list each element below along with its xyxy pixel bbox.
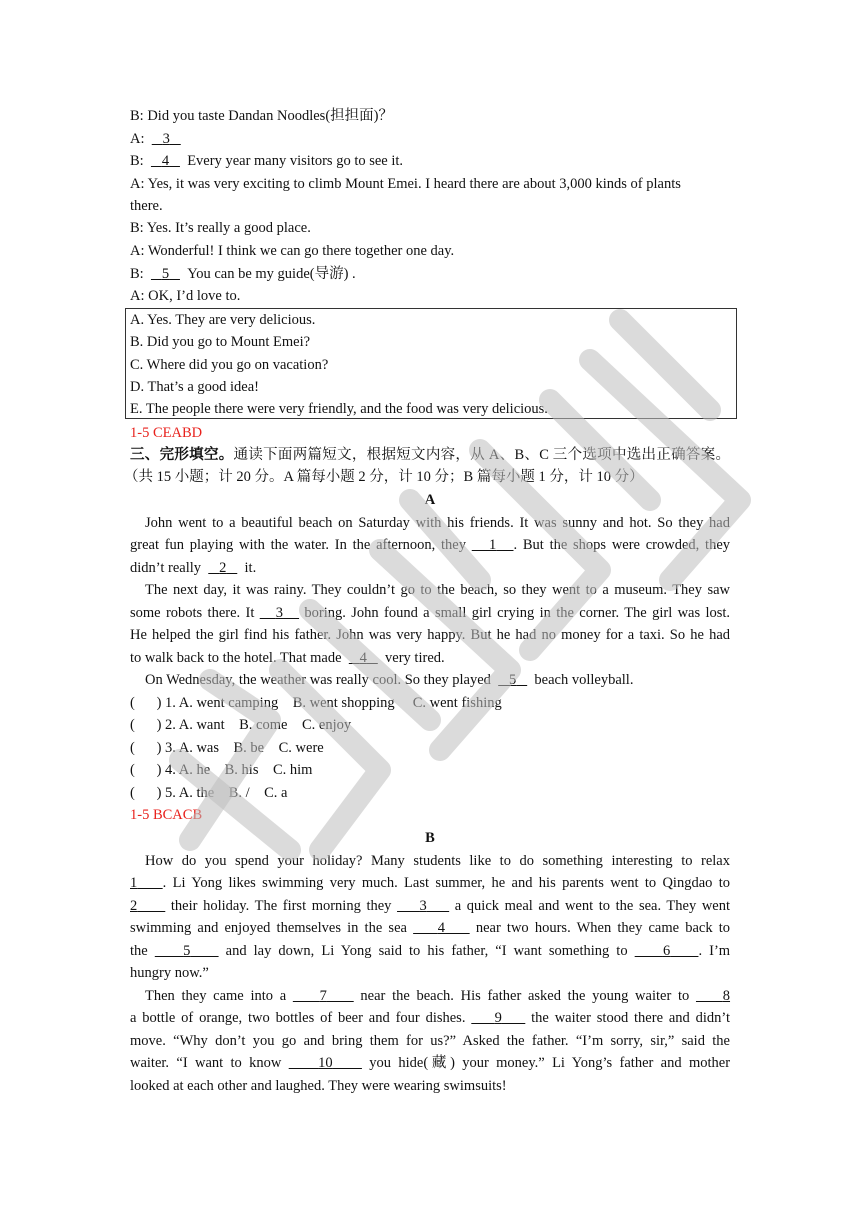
option-b: B. Did you go to Mount Emei?	[130, 334, 311, 350]
passage-line: move. “Why don’t you go and bring them for us?” Asked the father. “I’m sorry, sir,” said the	[130, 1033, 730, 1049]
question-2: ( ) 2. A. want B. come C. enjoy	[130, 717, 352, 733]
dialogue-line: B: 4 Every year many visitors go to see it.	[130, 153, 404, 169]
passage-line: How do you spend your holiday? Many students like to do something interesting to relax	[145, 853, 730, 869]
passage-line: to walk back to the hotel. That made 4 very tired.	[130, 650, 445, 666]
passage-line: the 5 and lay down, Li Yong said to his father, “I want something to 6 . I’m	[130, 943, 731, 959]
blank: 3	[419, 898, 427, 914]
blank: 3	[275, 605, 284, 621]
passage-line: great fun playing with the water. In the afternoon, they 1 . But the shops were crowded, they	[130, 537, 730, 553]
dialogue-line: B: Did you taste Dandan Noodles(担担面)？	[130, 108, 393, 124]
question-1: ( ) 1. A. went camping B. went shopping C. went fishing	[130, 695, 502, 711]
passage-line: some robots there. It 3 boring. John found a small girl crying in the corner. The girl was lost.	[130, 605, 731, 621]
dialogue-line: A: OK, I’d love to.	[130, 288, 241, 304]
passage-b-title: B	[425, 830, 435, 846]
question-3: ( ) 3. A. was B. be C. were	[130, 740, 324, 756]
passage-line: hungry now.”	[130, 965, 209, 981]
dialogue-line: B: 5 You can be my guide(导游) .	[130, 266, 356, 282]
blank: 4	[161, 153, 170, 169]
question-4: ( ) 4. A. he B. his C. him	[130, 762, 313, 778]
blank: 6	[662, 943, 671, 959]
blank: 4	[359, 650, 367, 666]
dialogue-line: there.	[130, 198, 163, 214]
passage-line: swimming and enjoyed themselves in the sea 4 near two hours. When they came back to	[130, 920, 731, 936]
blank: 5	[161, 266, 170, 282]
section-heading: 三、完形填空。通读下面两篇短文，根据短文内容，从 A、B、C 三个选项中选出正确答案。	[130, 447, 731, 463]
passage-line: 2 their holiday. The first morning they 3 a quick meal and went to the sea. They went	[130, 898, 731, 914]
passage-line: Then they came into a 7 near the beach. His father asked the young waiter to 8	[145, 988, 731, 1004]
blank: 8	[722, 988, 731, 1004]
blank: 9	[494, 1010, 502, 1026]
blank: 5	[509, 672, 517, 688]
option-d: D. That’s a good idea!	[130, 379, 259, 395]
passage-line: On Wednesday, the weather was really cool. So they played 5 beach volleyball.	[145, 672, 634, 688]
passage-line: He helped the girl find his father. John was very happy. But he had no money for a taxi. So he had	[130, 627, 730, 643]
answer-key: 1-5 CEABD	[130, 425, 203, 441]
passage-line: The next day, it was rainy. They couldn’t go to the beach, so they went to a museum. They saw	[145, 582, 730, 598]
passage-line: 1 . Li Yong likes swimming very much. Last summer, he and his parents went to Qingdao to	[130, 875, 731, 891]
blank: 2	[219, 560, 227, 576]
blank: 2	[130, 898, 138, 914]
dialogue-line: A: 3	[130, 129, 181, 149]
dialogue-line: B: Yes. It’s really a good place.	[130, 220, 311, 236]
option-e: E. The people there were very friendly, and the food was very delicious.	[130, 401, 548, 417]
passage-a-title: A	[424, 492, 436, 508]
question-5: ( ) 5. A. the B. / C. a	[130, 785, 288, 801]
blank: 3	[162, 131, 170, 147]
passage-line: looked at each other and laughed. They were wearing swimsuits!	[130, 1078, 507, 1094]
blank: 7	[319, 988, 327, 1004]
passage-line: a bottle of orange, two bottles of beer and four dishes. 9 the waiter stood there and didn’t	[130, 1010, 731, 1026]
blank: 5	[183, 943, 191, 959]
blank: 1	[130, 875, 138, 891]
passage-line: didn’t really 2 it.	[130, 560, 257, 576]
section-instruction: （共 15 小题；计 20 分。A 篇每小题 2 分，计 10 分；B 篇每小题 1 分，计 10 分）	[124, 469, 644, 485]
option-c: C. Where did you go on vacation?	[130, 357, 329, 373]
blank: 1	[489, 537, 497, 553]
dialogue-line: A: Wonderful! I think we can go there together one day.	[130, 243, 455, 259]
option-a: A. Yes. They are very delicious.	[130, 312, 316, 328]
passage-line: John went to a beautiful beach on Saturday with his friends. It was sunny and hot. So they had	[145, 515, 730, 531]
passage-line: waiter. “I want to know 10 you hide(藏) your money.” Li Yong’s father and mother	[130, 1055, 731, 1071]
dialogue-line: A: Yes, it was very exciting to climb Mount Emei. I heard there are about 3,000 kinds of plants	[130, 176, 681, 192]
blank: 10	[318, 1055, 333, 1071]
blank: 4	[437, 920, 446, 936]
answer-key: 1-5 BCACB	[130, 807, 203, 823]
